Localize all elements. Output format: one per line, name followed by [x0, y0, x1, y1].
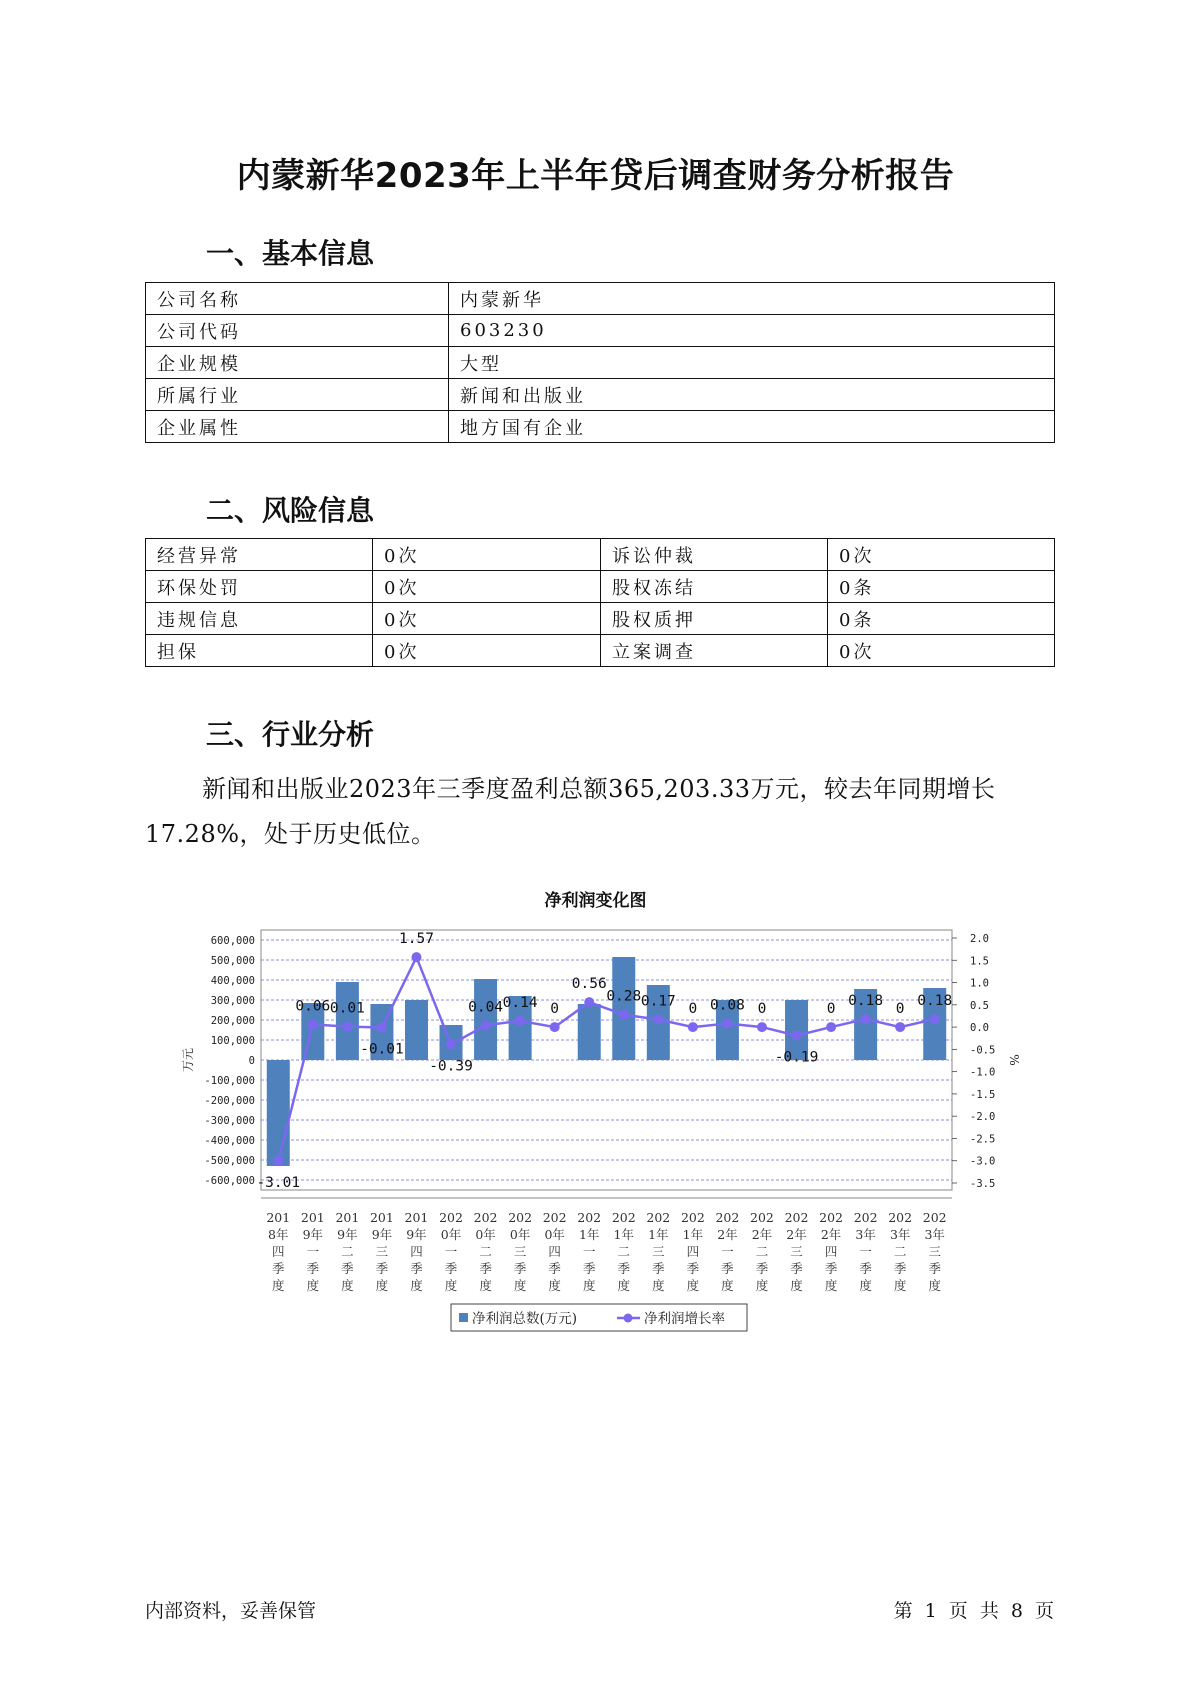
x-tick-label: 9年	[371, 1227, 393, 1242]
x-tick-label: 季	[479, 1261, 492, 1276]
risk-info-label: 股权质押	[601, 603, 828, 635]
x-tick-label: 9年	[337, 1227, 358, 1242]
x-tick-label: 度	[548, 1278, 561, 1293]
x-tick-label: 202	[577, 1210, 602, 1225]
growth-rate-data-label: -0.39	[429, 1058, 473, 1075]
basic-info-label: 企业属性	[146, 411, 449, 443]
growth-rate-point	[688, 1022, 698, 1032]
basic-info-label: 所属行业	[146, 379, 449, 411]
growth-rate-point	[861, 1014, 871, 1024]
x-tick-label: 季	[790, 1261, 803, 1276]
x-tick-label: 3年	[855, 1227, 876, 1242]
y-tick-label: 100,000	[210, 1035, 255, 1047]
x-tick-label: 度	[893, 1278, 907, 1293]
x-tick-label: 201	[300, 1210, 325, 1225]
y2-tick-label: 0.0	[970, 1022, 989, 1035]
x-tick-label: 202	[542, 1210, 567, 1225]
x-tick-label: 度	[306, 1278, 320, 1293]
x-tick-label: 度	[824, 1278, 838, 1293]
x-tick-label: 二	[755, 1244, 769, 1259]
x-tick-label: 度	[444, 1278, 458, 1293]
legend-line-marker	[624, 1314, 633, 1323]
x-tick-label: 202	[715, 1210, 740, 1225]
x-tick-label: 202	[473, 1210, 498, 1225]
x-tick-label: 201	[404, 1210, 429, 1225]
x-tick-label: 9年	[406, 1227, 427, 1242]
risk-info-value: 0条	[828, 603, 1055, 635]
x-tick-label: 202	[508, 1210, 533, 1225]
chart-bar	[267, 1060, 290, 1166]
x-tick-label: 季	[272, 1261, 285, 1276]
risk-info-value: 0次	[373, 635, 601, 667]
growth-rate-point	[550, 1022, 560, 1032]
growth-rate-data-label: 0.56	[571, 976, 607, 993]
growth-rate-point	[619, 1010, 629, 1020]
y2-tick-label: -0.5	[970, 1044, 996, 1057]
x-tick-label: 一	[721, 1244, 734, 1259]
x-tick-label: 三	[928, 1244, 941, 1259]
x-tick-label: 201	[369, 1210, 394, 1225]
x-tick-label: 季	[444, 1261, 458, 1276]
x-tick-label: 季	[755, 1261, 769, 1276]
x-tick-label: 一	[306, 1244, 320, 1259]
growth-rate-data-label: 0	[895, 1001, 905, 1018]
x-tick-label: 202	[439, 1210, 463, 1225]
document-title: 内蒙新华2023年上半年贷后调查财务分析报告	[236, 156, 955, 196]
industry-analysis-paragraph: 新闻和出版业2023年三季度盈利总额365,203.33万元，较去年同期增长17.28%，处于历史低位。	[145, 775, 996, 848]
chart-bar	[405, 1000, 428, 1060]
x-tick-label: 202	[611, 1210, 636, 1225]
growth-rate-point	[273, 1156, 283, 1166]
growth-rate-data-label: 0.18	[917, 993, 953, 1010]
y-tick-label: -300,000	[204, 1115, 255, 1127]
risk-info-label: 诉讼仲裁	[601, 539, 828, 571]
x-tick-label: 季	[306, 1261, 320, 1276]
growth-rate-point	[411, 952, 421, 962]
growth-rate-point	[377, 1023, 387, 1033]
growth-rate-data-label: 0.17	[640, 993, 676, 1010]
growth-rate-data-label: 0.08	[709, 997, 745, 1014]
chart-bar	[578, 1004, 601, 1060]
x-tick-label: 3年	[889, 1227, 911, 1242]
y2-tick-label: 1.5	[970, 955, 989, 968]
y2-tick-label: -2.5	[970, 1133, 996, 1146]
x-tick-label: 1年	[648, 1227, 669, 1242]
y2-tick-label: -1.5	[970, 1088, 996, 1101]
x-tick-label: 9年	[302, 1227, 324, 1242]
risk-info-label: 担保	[146, 635, 373, 667]
x-tick-label: 度	[859, 1278, 872, 1293]
x-tick-label: 度	[582, 1278, 596, 1293]
growth-rate-data-label: 0.04	[468, 999, 504, 1016]
growth-rate-data-label: -0.19	[774, 1049, 819, 1066]
y2-tick-label: -3.5	[970, 1178, 996, 1190]
growth-rate-point	[481, 1020, 491, 1030]
x-tick-label: 四	[410, 1244, 423, 1259]
legend-bar-label: 净利润总数(万元)	[472, 1311, 578, 1327]
risk-info-value: 0次	[373, 571, 601, 603]
chart-bar	[336, 982, 359, 1060]
x-tick-label: 度	[790, 1278, 803, 1293]
legend-bar-swatch	[459, 1313, 468, 1322]
y-tick-label: 400,000	[210, 975, 255, 987]
growth-rate-point	[792, 1031, 802, 1041]
y-tick-label: -200,000	[204, 1095, 255, 1107]
x-tick-label: 一	[444, 1244, 458, 1259]
basic-info-value: 地方国有企业	[449, 411, 1055, 443]
x-tick-label: 202	[853, 1210, 878, 1225]
growth-rate-data-label: 0	[550, 1001, 560, 1018]
x-tick-label: 度	[617, 1278, 631, 1293]
x-tick-label: 季	[928, 1261, 941, 1276]
x-tick-label: 0年	[440, 1227, 462, 1242]
x-tick-label: 度	[652, 1278, 665, 1293]
x-tick-label: 8年	[268, 1227, 289, 1242]
risk-info-label: 违规信息	[146, 603, 373, 635]
section-heading-risk-info: 二、风险信息	[206, 494, 375, 527]
y-tick-label: -500,000	[204, 1155, 255, 1167]
section-heading-basic-info: 一、基本信息	[206, 237, 375, 270]
growth-rate-point	[446, 1039, 456, 1049]
y2-tick-label: -3.0	[970, 1155, 996, 1168]
y-tick-label: 500,000	[210, 955, 255, 967]
footer-confidential-note: 内部资料，妥善保管	[145, 1600, 317, 1622]
risk-info-label: 环保处罚	[146, 571, 373, 603]
x-tick-label: 度	[755, 1278, 769, 1293]
x-tick-label: 四	[824, 1244, 838, 1259]
growth-rate-point	[722, 1019, 732, 1029]
growth-rate-data-label: 1.57	[399, 931, 434, 948]
x-tick-label: 202	[750, 1210, 774, 1225]
x-tick-label: 三	[375, 1244, 389, 1259]
growth-rate-point	[826, 1022, 836, 1032]
y2-tick-label: 1.0	[970, 977, 989, 990]
section-heading-industry-analysis: 三、行业分析	[206, 718, 375, 751]
growth-rate-data-label: 0	[826, 1001, 836, 1018]
growth-rate-data-label: -0.01	[360, 1041, 404, 1058]
x-tick-label: 季	[859, 1261, 872, 1276]
x-tick-label: 度	[686, 1278, 700, 1293]
x-tick-label: 度	[272, 1278, 285, 1293]
x-tick-label: 度	[721, 1278, 734, 1293]
risk-info-value: 0次	[373, 539, 601, 571]
x-tick-label: 1年	[682, 1227, 704, 1242]
y-tick-label: 0	[248, 1055, 255, 1067]
y-tick-label: 200,000	[210, 1015, 255, 1027]
y2-tick-label: -2.0	[970, 1111, 996, 1124]
y2-tick-label: 2.0	[970, 933, 989, 945]
x-tick-label: 一	[859, 1244, 872, 1259]
risk-info-value: 0次	[828, 539, 1055, 571]
growth-rate-point	[308, 1019, 318, 1029]
growth-rate-data-label: 0.14	[502, 994, 538, 1011]
risk-info-label: 立案调查	[601, 635, 828, 667]
growth-rate-data-label: 0	[688, 1001, 698, 1018]
x-tick-label: 202	[888, 1210, 913, 1225]
x-tick-label: 202	[819, 1210, 844, 1225]
x-tick-label: 四	[686, 1244, 700, 1259]
growth-rate-point	[757, 1022, 767, 1032]
risk-info-label: 经营异常	[146, 539, 373, 571]
risk-info-value: 0次	[828, 635, 1055, 667]
x-tick-label: 0年	[475, 1227, 496, 1242]
x-tick-label: 季	[893, 1261, 907, 1276]
x-tick-label: 二	[893, 1244, 907, 1259]
chart-bar	[474, 979, 497, 1060]
x-tick-label: 0年	[544, 1227, 565, 1242]
x-tick-label: 三	[790, 1244, 803, 1259]
basic-info-value: 内蒙新华	[449, 283, 1055, 315]
x-tick-label: 四	[548, 1244, 561, 1259]
growth-rate-data-label: 0.01	[329, 1000, 365, 1017]
x-tick-label: 202	[646, 1210, 671, 1225]
y-tick-label: -100,000	[204, 1075, 255, 1087]
footer-page-number: 第 1 页 共 8 页	[893, 1600, 1054, 1622]
y-tick-label: -400,000	[204, 1135, 255, 1147]
chart-bar	[612, 957, 635, 1060]
x-tick-label: 二	[341, 1244, 354, 1259]
x-tick-label: 202	[680, 1210, 705, 1225]
x-tick-label: 度	[928, 1278, 941, 1293]
risk-info-value: 0次	[373, 603, 601, 635]
x-tick-label: 季	[686, 1261, 700, 1276]
x-tick-label: 2年	[751, 1227, 773, 1242]
x-tick-label: 0年	[509, 1227, 531, 1242]
chart-title: 净利润变化图	[544, 891, 647, 911]
x-tick-label: 度	[479, 1278, 492, 1293]
x-tick-label: 2年	[717, 1227, 738, 1242]
x-tick-label: 季	[548, 1261, 561, 1276]
x-tick-label: 季	[652, 1261, 665, 1276]
x-tick-label: 度	[513, 1278, 527, 1293]
basic-info-label: 公司代码	[146, 315, 449, 347]
basic-info-label: 企业规模	[146, 347, 449, 379]
x-tick-label: 2年	[786, 1227, 807, 1242]
growth-rate-point	[930, 1014, 940, 1024]
x-tick-label: 二	[617, 1244, 631, 1259]
x-tick-label: 一	[582, 1244, 596, 1259]
x-tick-label: 季	[375, 1261, 389, 1276]
y-axis-label: 万元	[181, 1047, 195, 1073]
growth-rate-point	[895, 1022, 905, 1032]
risk-info-label: 股权冻结	[601, 571, 828, 603]
risk-info-value: 0条	[828, 571, 1055, 603]
growth-rate-data-label: 0.18	[848, 993, 884, 1010]
growth-rate-data-label: 0	[757, 1001, 767, 1018]
x-tick-label: 季	[721, 1261, 734, 1276]
x-tick-label: 季	[582, 1261, 596, 1276]
growth-rate-point	[342, 1022, 352, 1032]
legend-line-label: 净利润增长率	[644, 1311, 725, 1327]
y2-axis-label: %	[1007, 1054, 1021, 1066]
x-tick-label: 三	[652, 1244, 665, 1259]
basic-info-label: 公司名称	[146, 283, 449, 315]
x-tick-label: 季	[513, 1261, 527, 1276]
x-tick-label: 度	[375, 1278, 389, 1293]
x-tick-label: 1年	[578, 1227, 600, 1242]
x-tick-label: 三	[513, 1244, 527, 1259]
basic-info-value: 新闻和出版业	[449, 379, 1055, 411]
growth-rate-point	[584, 997, 594, 1007]
growth-rate-point	[515, 1016, 525, 1026]
x-tick-label: 度	[341, 1278, 354, 1293]
growth-rate-data-label: 0.28	[606, 988, 642, 1005]
basic-info-value: 603230	[449, 315, 1055, 347]
x-tick-label: 四	[272, 1244, 285, 1259]
basic-info-value: 大型	[449, 347, 1055, 379]
x-tick-label: 度	[410, 1278, 423, 1293]
x-tick-label: 202	[784, 1210, 809, 1225]
growth-rate-data-label: -3.01	[256, 1175, 301, 1192]
x-tick-label: 2年	[820, 1227, 842, 1242]
growth-rate-data-label: 0.06	[295, 998, 331, 1015]
x-tick-label: 3年	[924, 1227, 945, 1242]
x-tick-label: 二	[479, 1244, 492, 1259]
y-tick-label: 600,000	[210, 935, 255, 947]
y2-tick-label: -1.0	[970, 1066, 996, 1079]
y-tick-label: 300,000	[210, 995, 255, 1007]
x-tick-label: 202	[922, 1210, 947, 1225]
x-tick-label: 季	[410, 1261, 423, 1276]
x-tick-label: 201	[266, 1210, 291, 1225]
x-tick-label: 1年	[613, 1227, 635, 1242]
growth-rate-point	[653, 1015, 663, 1025]
y-tick-label: -600,000	[204, 1175, 255, 1187]
x-tick-label: 季	[824, 1261, 838, 1276]
x-tick-label: 201	[335, 1210, 360, 1225]
x-tick-label: 季	[341, 1261, 354, 1276]
x-tick-label: 季	[617, 1261, 631, 1276]
y2-tick-label: 0.5	[970, 999, 989, 1012]
